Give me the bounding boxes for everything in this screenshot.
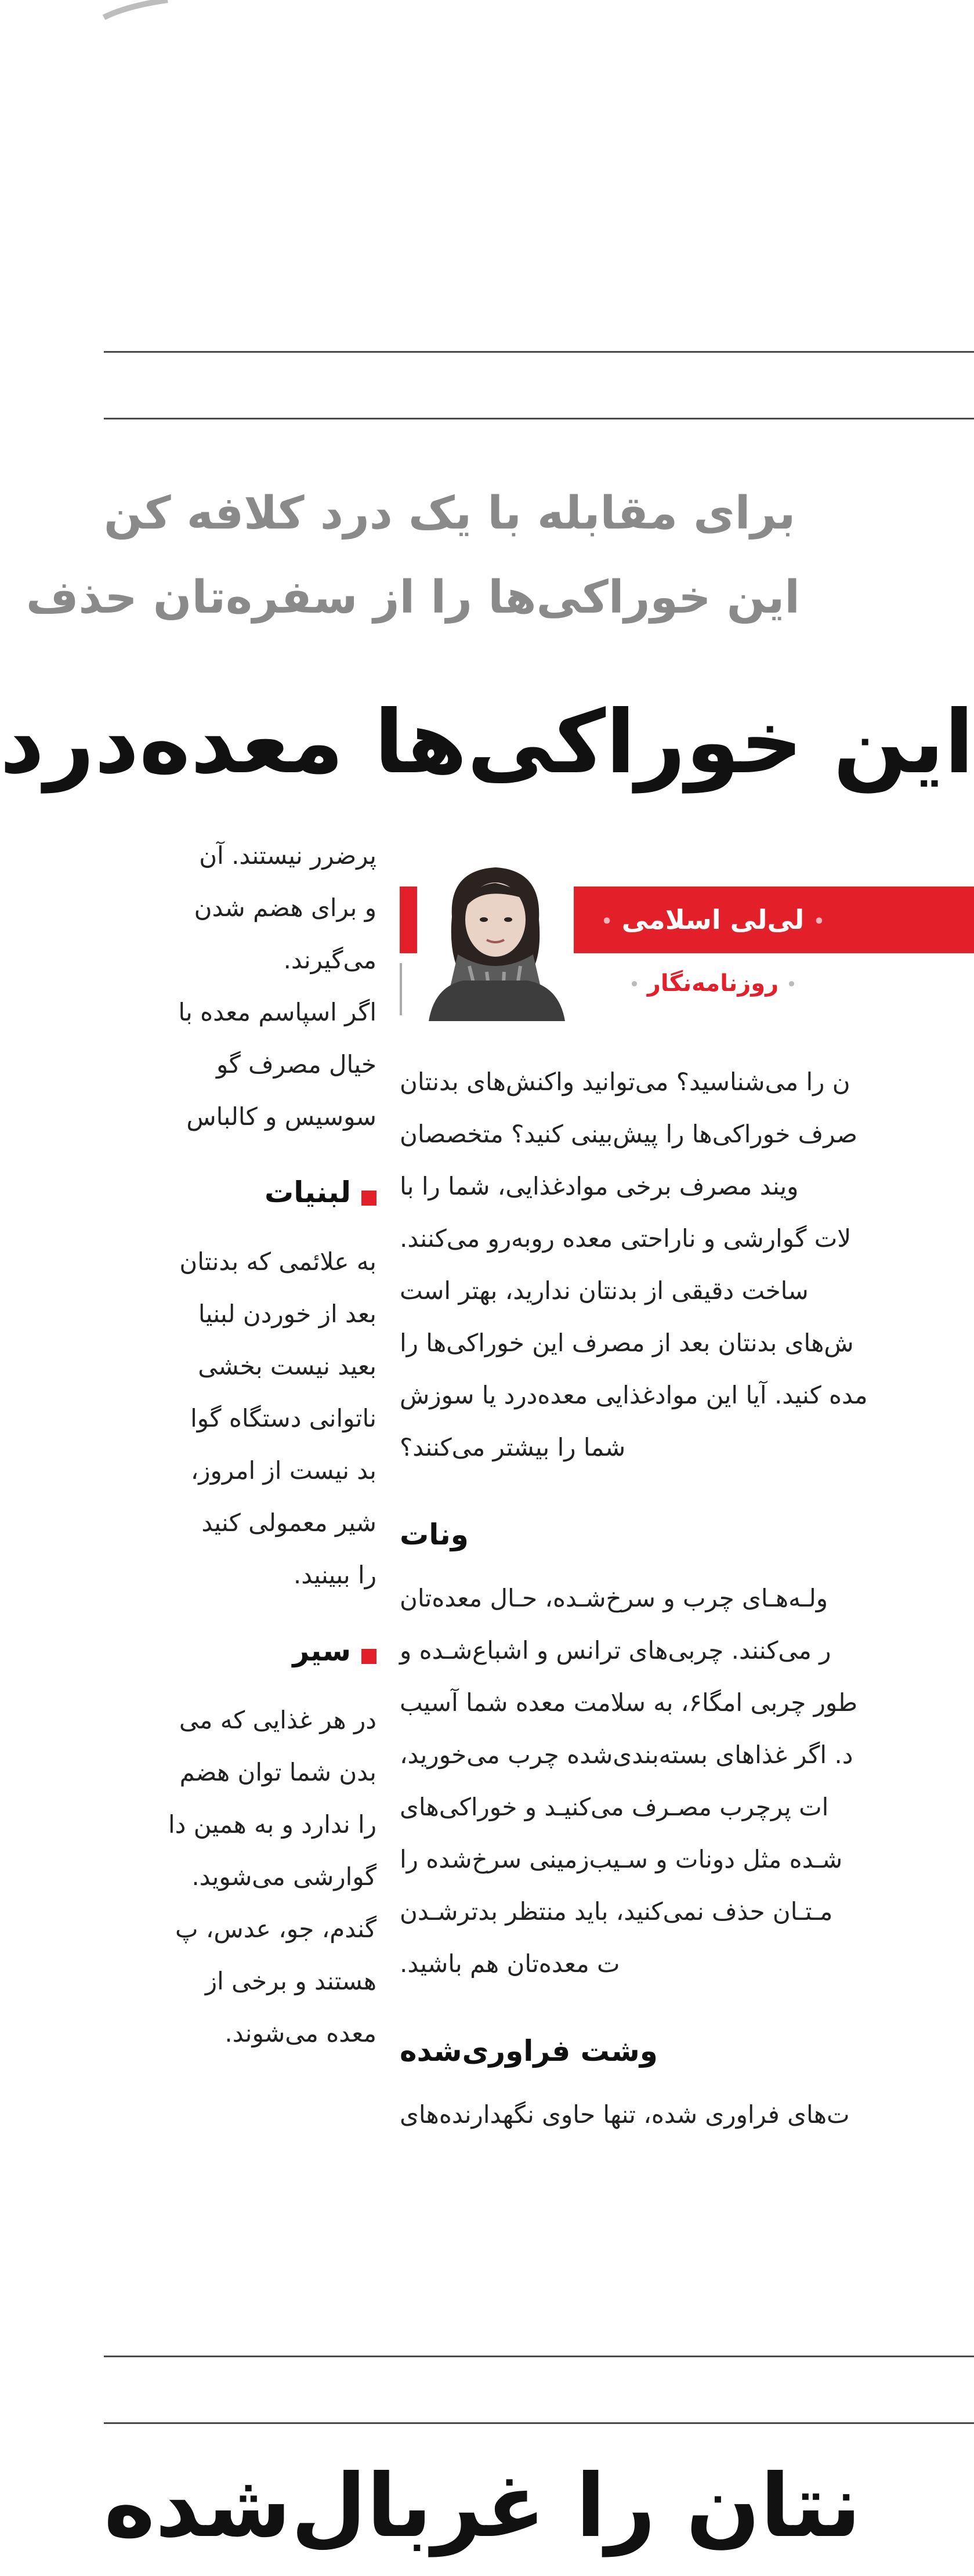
right-line: ت معده‌تان هم باشید. (400, 1949, 620, 1978)
left-line: بدن شما توان هضم (179, 1758, 376, 1786)
author-role-text: روزنامه‌نگار (647, 970, 779, 997)
author-dot-start: • (813, 911, 825, 932)
right-line: ن را می‌شناسید؟ می‌توانید واکنش‌های بدنتان (400, 1068, 850, 1096)
left-line: ناتوانی دستگاه گوا (190, 1404, 376, 1432)
right-line: ساخت دقیقی از بدنتان ندارید، بهتر است (400, 1276, 809, 1305)
left-line: گوارشی می‌شوید. (191, 1862, 376, 1891)
top-divider (104, 351, 974, 353)
right-column-clip (400, 1056, 974, 2315)
author-name-text: لی‌لی اسلامی (621, 904, 805, 935)
left-line: معده می‌شوند. (225, 2019, 376, 2047)
left-line: در هر غذایی که می (179, 1706, 376, 1734)
author-name (597, 887, 829, 953)
subhead-marker (361, 1649, 376, 1664)
next-headline: نتان را غربال‌شده (104, 2456, 861, 2557)
right-line: شـده مثل دونات و سـیب‌زمینی سرخ‌شده را (400, 1845, 843, 1873)
right-line: لات گوارشی و ناراحتی معده روبه‌رو می‌کنند. (400, 1224, 852, 1253)
dairy-title: لبنیات (264, 1175, 351, 1209)
author-dot-end: • (601, 911, 613, 932)
left-column-clip (104, 830, 376, 2315)
left-column (104, 830, 376, 2060)
right-line: طور چربی امگا۶، به سلامت معده شما آسیب (400, 1688, 858, 1717)
left-line: اگر اسپاسم معده با (178, 998, 376, 1026)
left-line: بعید نیست بخشی (198, 1352, 376, 1380)
left-line: را ببینید. (293, 1561, 376, 1589)
kicker-line-1: برای مقابله با یک درد کلافه کن (104, 487, 796, 540)
left-line: بعد از خوردن لبنیا (198, 1300, 376, 1328)
left-line: گندم، جو، عدس، پ (175, 1915, 376, 1943)
photo-side-mark (400, 963, 402, 1015)
role-dot-end: • (629, 976, 639, 993)
right-column (400, 1056, 974, 2141)
left-line: خیال مصرف گو (216, 1050, 376, 1079)
corner-decoration (104, 0, 173, 23)
donut-subhead (400, 1474, 974, 1561)
header-divider (104, 418, 974, 419)
left-line: سوسیس و کالباس (186, 1102, 376, 1131)
right-line: د. اگر غذاهای بسته‌بندی‌شده چرب می‌خورید، (400, 1741, 853, 1769)
right-line: ر می‌کنند. چربی‌های ترانس و اشباع‌شـده و (400, 1636, 831, 1665)
subhead-marker (361, 1191, 376, 1206)
kicker-line-2: این خوراکی‌ها را از سفره‌تان حذف (26, 571, 800, 624)
right-line: ت‌های فراوری شده، تنها حاوی نگهدارنده‌های (400, 2100, 850, 2129)
left-line: را ندارد و به همین دا (168, 1810, 376, 1839)
left-line: بد نیست از امروز، (190, 1456, 376, 1485)
left-line: پرضرر نیستند. آن (199, 841, 376, 870)
bottom-divider-1 (104, 2356, 974, 2357)
right-line: ش‌های بدنتان بعد از مصرف این خوراکی‌ها را (400, 1329, 854, 1357)
left-line: شیر معمولی کنید (201, 1508, 376, 1537)
author-role (614, 963, 812, 1004)
bottom-divider-2 (104, 2422, 974, 2424)
right-line: ولـه‌هـای چرب و سرخ‌شـده، حـال معده‌تان (400, 1584, 828, 1612)
right-line: صرف خوراکی‌ها را پیش‌بینی کنید؟ متخصصان (400, 1120, 858, 1148)
left-line: می‌گیرند. (283, 946, 376, 974)
left-line: به علائمی که بدنتان (179, 1247, 376, 1276)
right-line: مـتـان حذف نمی‌کنید، باید منتظر بدترشـدن (400, 1897, 833, 1926)
garlic-title: سیر (292, 1634, 351, 1667)
right-line: ات پرچرب مصـرف می‌کنیـد و خوراکی‌های (400, 1793, 829, 1821)
left-line: و برای هضم شدن (194, 893, 376, 922)
left-line: هستند و برخی از (205, 1967, 376, 1995)
author-photo (417, 853, 574, 1021)
meat-subhead (400, 1990, 974, 2077)
right-line: ویند مصرف برخی موادغذایی، شما را با (400, 1172, 799, 1200)
donut-title: ونات (400, 1518, 469, 1551)
meat-title: وشت فراوری‌شده (400, 2034, 658, 2068)
dairy-subhead (104, 1143, 376, 1218)
role-dot-start: • (787, 976, 796, 993)
right-line: مده کنید. آیا این موادغذایی معده‌درد یا سوزش (400, 1381, 868, 1409)
headline: این خوراکی‌ها معده‌درد (0, 692, 974, 793)
garlic-subhead (104, 1601, 376, 1677)
right-line: شما را بیشتر می‌کنند؟ (400, 1433, 626, 1461)
